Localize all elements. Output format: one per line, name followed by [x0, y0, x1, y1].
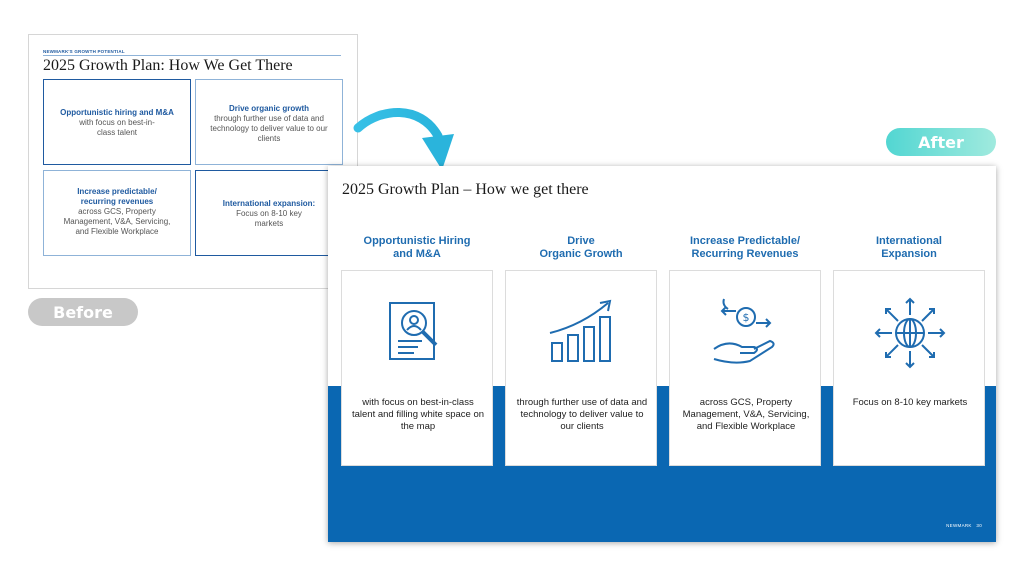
before-label-pill: Before	[28, 298, 138, 326]
before-box-heading: International expansion:	[222, 199, 316, 208]
heading-line: Opportunistic Hiring	[363, 235, 471, 247]
heading-line: Expansion	[881, 248, 937, 260]
heading-line: Organic Growth	[539, 248, 623, 260]
before-box-text: Focus on 8-10 key markets	[236, 209, 302, 228]
before-box-text: through further use of data and technology to deliver value to our clients	[210, 114, 328, 143]
heading-line: Recurring Revenues	[691, 248, 799, 260]
card-organic	[505, 270, 657, 466]
card-text: Focus on 8-10 key markets	[852, 397, 968, 408]
before-box-organic	[195, 79, 343, 165]
before-slide	[28, 34, 358, 289]
globe-arrows-icon	[870, 293, 950, 373]
footer-brand: NEWMARK	[946, 523, 972, 528]
heading-line: and M&A	[393, 248, 441, 260]
before-box-heading: Increase predictable/ recurring revenues	[77, 187, 157, 206]
heading-line: Increase Predictable/	[689, 235, 801, 247]
before-kicker: NEWMARK'S GROWTH POTENTIAL	[43, 49, 341, 56]
page-number: 30	[976, 523, 982, 528]
column-heading-hiring	[341, 235, 493, 261]
before-box-heading: Opportunistic hiring and M&A	[60, 108, 174, 117]
after-title: 2025 Growth Plan – How we get there	[342, 181, 589, 198]
heading-line: International	[875, 235, 942, 247]
heading-line: Drive	[567, 235, 595, 247]
column-heading-recurring	[669, 235, 821, 261]
column-heading-international	[833, 235, 985, 261]
after-slide	[328, 166, 996, 542]
growth-bar-chart-icon	[542, 293, 622, 373]
magnifier-profile-icon	[378, 293, 458, 373]
card-text: through further use of data and technology to deliver value to our clients	[516, 397, 648, 432]
after-label-pill: After	[886, 128, 996, 156]
card-hiring	[341, 270, 493, 466]
hand-dollar-icon	[706, 293, 786, 373]
before-box-international	[195, 170, 343, 256]
before-box-text: across GCS, Property Management, V&A, Servicing, and Flexible Workplace	[63, 207, 171, 236]
card-recurring	[669, 270, 821, 466]
card-international	[833, 270, 985, 466]
slide-footer	[946, 523, 982, 528]
svg-text:$: $	[742, 311, 750, 324]
before-title: 2025 Growth Plan: How We Get There	[43, 57, 293, 74]
card-text: across GCS, Property Management, V&A, Servicing, and Flexible Workplace	[682, 397, 810, 432]
column-heading-organic	[505, 235, 657, 261]
before-box-hiring	[43, 79, 191, 165]
before-box-heading: Drive organic growth	[228, 104, 309, 113]
before-box-text: with focus on best-in-class talent	[79, 118, 155, 137]
card-text: with focus on best-in-class talent and filling white space on the map	[351, 397, 485, 432]
before-box-recurring	[43, 170, 191, 256]
